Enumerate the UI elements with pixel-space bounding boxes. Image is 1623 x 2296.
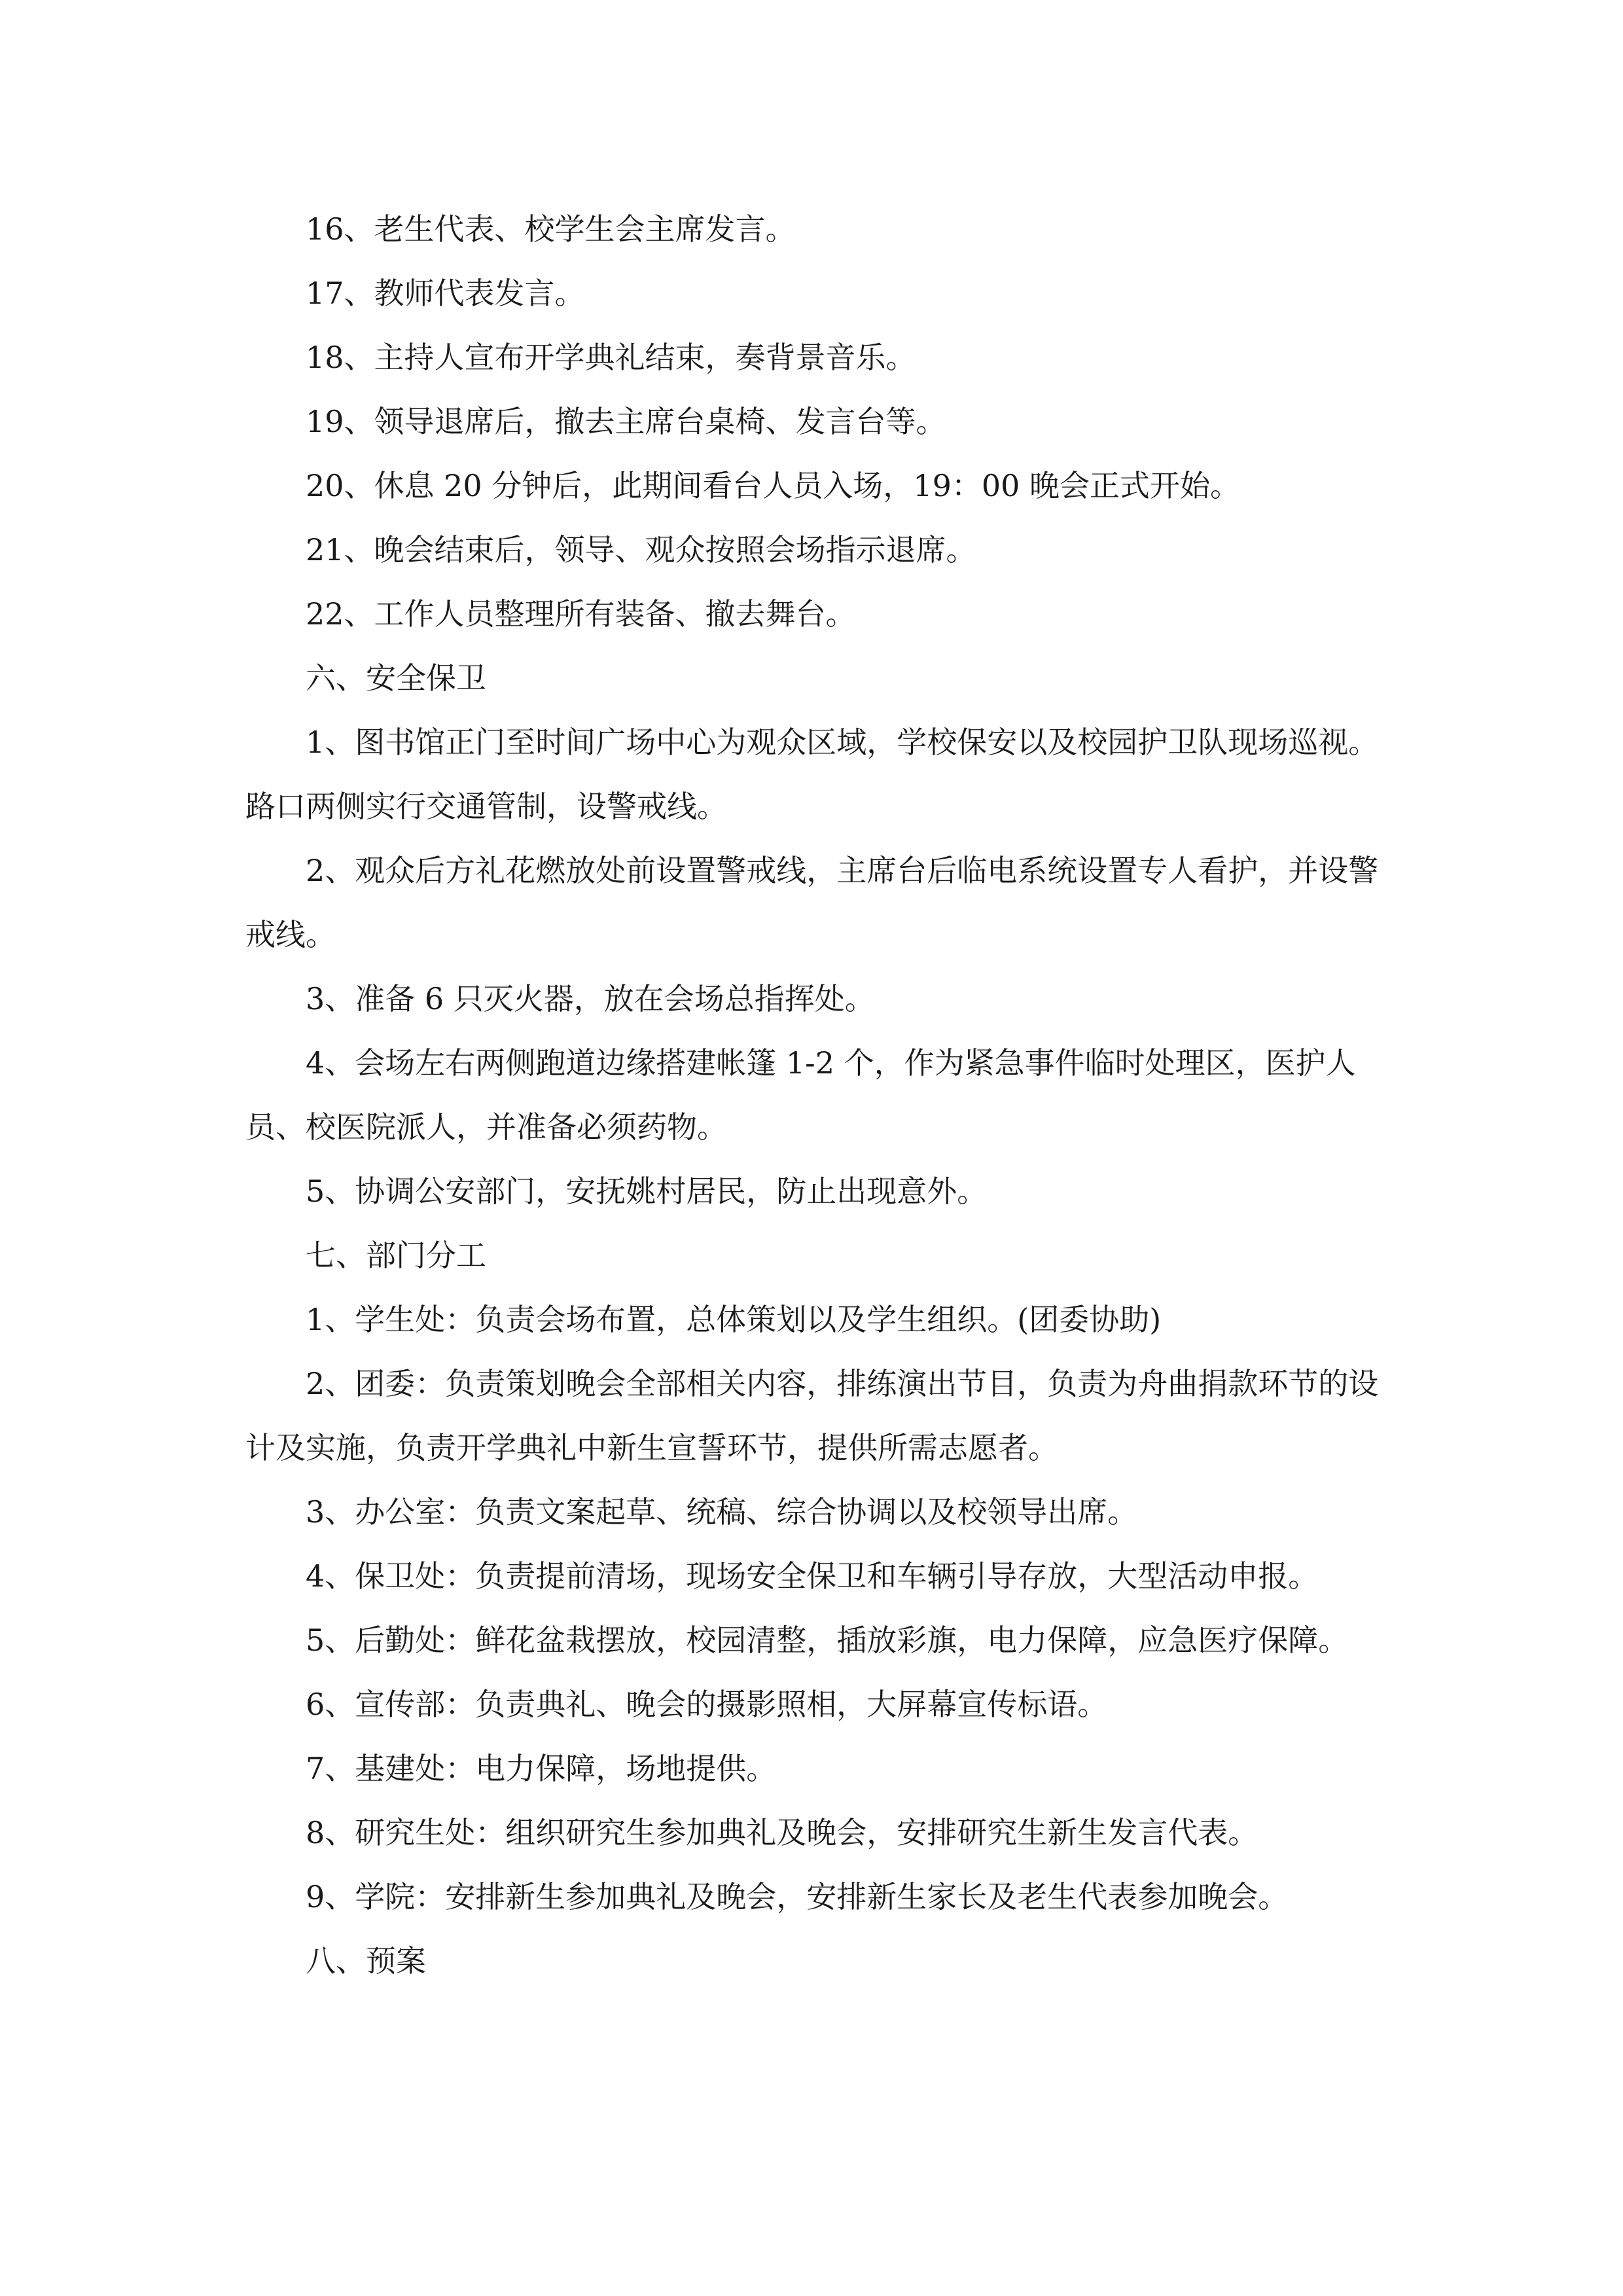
section-heading-division: 七、部门分工 xyxy=(306,1238,486,1273)
document-page xyxy=(245,197,1384,1993)
security-item-5: 5、协调公安部门，安抚姚村居民，防止出现意外。 xyxy=(306,1174,988,1209)
paragraph-item-18: 18、主持人宣布开学典礼结束，奏背景音乐。 xyxy=(306,340,916,375)
security-item-3: 3、准备 6 只灭火器，放在会场总指挥处。 xyxy=(306,981,875,1016)
division-item-6: 6、宣传部：负责典礼、晚会的摄影照相，大屏幕宣传标语。 xyxy=(306,1687,1108,1722)
division-item-1: 1、学生处：负责会场布置，总体策划以及学生组织。(团委协助) xyxy=(306,1302,1162,1337)
paragraph-item-17: 17、教师代表发言。 xyxy=(306,276,585,311)
paragraph-item-19: 19、领导退席后，撤去主席台桌椅、发言台等。 xyxy=(306,404,946,439)
paragraph-item-21: 21、晚会结束后，领导、观众按照会场指示退席。 xyxy=(306,532,976,567)
section-heading-security: 六、安全保卫 xyxy=(306,660,486,696)
division-item-5: 5、后勤处：鲜花盆栽摆放，校园清整，插放彩旗，电力保障，应急医疗保障。 xyxy=(306,1623,1349,1658)
division-item-4: 4、保卫处：负责提前清场，现场安全保卫和车辆引导存放，大型活动申报。 xyxy=(306,1558,1319,1594)
division-item-2: 2、团委：负责策划晚会全部相关内容，排练演出节目，负责为舟曲捐款环节的设计及实施，负责开学典礼中新生宣誓环节，提供所需志愿者。 xyxy=(245,1366,1379,1465)
paragraph-item-16: 16、老生代表、校学生会主席发言。 xyxy=(306,211,796,247)
paragraph-item-20: 20、休息 20 分钟后，此期间看台人员入场，19：00 晚会正式开始。 xyxy=(306,468,1240,503)
security-item-1: 1、图书馆正门至时间广场中心为观众区域，学校保安以及校园护卫队现场巡视。路口两侧实行交通管制，设警戒线。 xyxy=(245,725,1379,824)
division-item-7: 7、基建处：电力保障，场地提供。 xyxy=(306,1751,777,1786)
division-item-8: 8、研究生处：组织研究生参加典礼及晚会，安排研究生新生发言代表。 xyxy=(306,1815,1258,1850)
division-item-3: 3、办公室：负责文案起草、统稿、综合协调以及校领导出席。 xyxy=(306,1494,1138,1530)
division-item-9: 9、学院：安排新生参加典礼及晚会，安排新生家长及老生代表参加晚会。 xyxy=(306,1879,1289,1914)
security-item-2: 2、观众后方礼花燃放处前设置警戒线，主席台后临电系统设置专人看护，并设警戒线。 xyxy=(245,853,1379,952)
paragraph-item-22: 22、工作人员整理所有装备、撤去舞台。 xyxy=(306,596,856,632)
security-item-4: 4、会场左右两侧跑道边缘搭建帐篷 1-2 个，作为紧急事件临时处理区，医护人员、校医院派人，并准备必须药物。 xyxy=(245,1045,1356,1145)
section-heading-contingency: 八、预案 xyxy=(306,1943,426,1979)
